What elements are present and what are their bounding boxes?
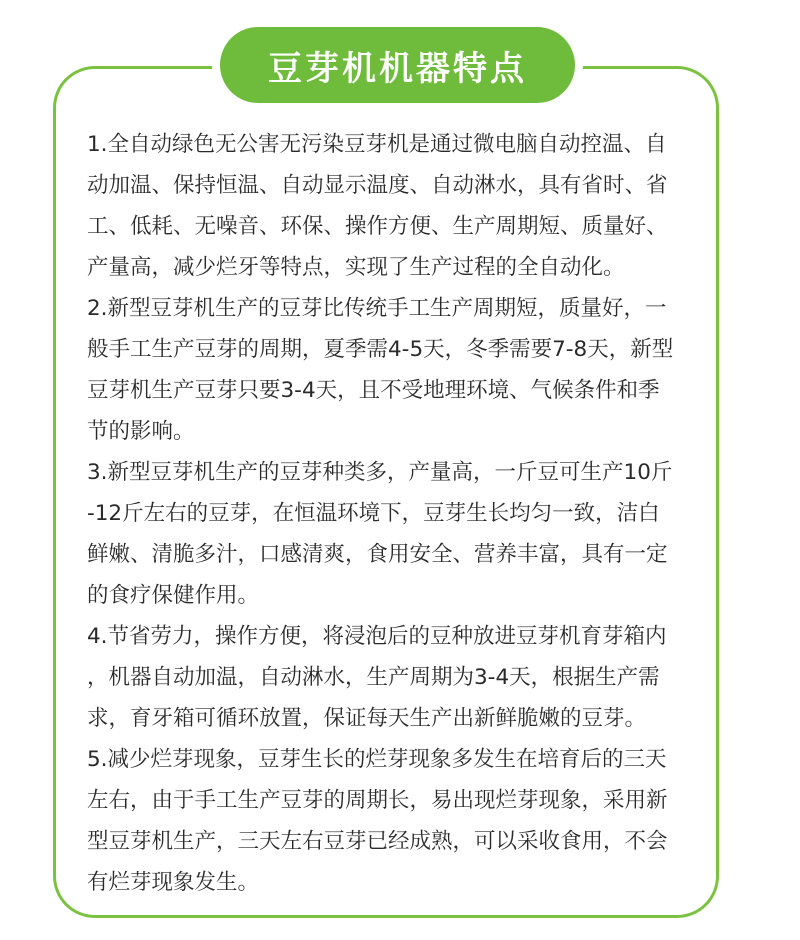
text-line: 动加温、保持恒温、自动显示温度、自动淋水，具有省时、省	[87, 173, 668, 198]
feature-paragraph-4	[87, 616, 717, 739]
text-line: 工、低耗、无噪音、环保、操作方便、生产周期短、质量好、	[87, 214, 668, 239]
text-line: ，机器自动加温，自动淋水，生产周期为3-4天，根据生产需	[87, 665, 660, 690]
text-line: 豆芽机生产豆芽只要3-4天，且不受地理环境、气候条件和季	[87, 378, 660, 403]
text-line: 鲜嫩、清脆多汁，口感清爽，食用安全、营养丰富，具有一定	[87, 542, 668, 567]
title-banner	[220, 27, 575, 103]
text-line: 3.新型豆芽机生产的豆芽种类多，产量高，一斤豆可生产10斤	[87, 460, 673, 485]
feature-paragraph-2	[87, 288, 717, 452]
text-line: 4.节省劳力，操作方便，将浸泡后的豆种放进豆芽机育芽箱内	[87, 624, 667, 649]
features-content	[87, 124, 717, 903]
text-line: -12斤左右的豆芽，在恒温环境下，豆芽生长均匀一致，洁白	[87, 501, 660, 526]
text-line: 节的影响。	[87, 419, 195, 444]
text-line: 2.新型豆芽机生产的豆芽比传统手工生产周期短，质量好，一	[87, 296, 667, 321]
feature-paragraph-5	[87, 739, 717, 903]
page-title: 豆芽机机器特点	[268, 48, 527, 89]
feature-paragraph-3	[87, 452, 717, 616]
text-line: 求，育牙箱可循环放置，保证每天生产出新鲜脆嫩的豆芽。	[87, 706, 647, 731]
text-line: 型豆芽机生产，三天左右豆芽已经成熟，可以采收食用，不会	[87, 829, 668, 854]
text-line: 产量高，减少烂牙等特点，实现了生产过程的全自动化。	[87, 255, 625, 280]
feature-paragraph-1	[87, 124, 717, 288]
text-line: 1.全自动绿色无公害无污染豆芽机是通过微电脑自动控温、自	[87, 132, 667, 157]
text-line: 般手工生产豆芽的周期，夏季需4-5天，冬季需要7-8天，新型	[87, 337, 674, 362]
text-line: 的食疗保健作用。	[87, 583, 260, 608]
text-line: 左右，由于手工生产豆芽的周期长，易出现烂芽现象，采用新	[87, 788, 668, 813]
text-line: 有烂芽现象发生。	[87, 870, 260, 895]
text-line: 5.减少烂芽现象，豆芽生长的烂芽现象多发生在培育后的三天	[87, 747, 667, 772]
